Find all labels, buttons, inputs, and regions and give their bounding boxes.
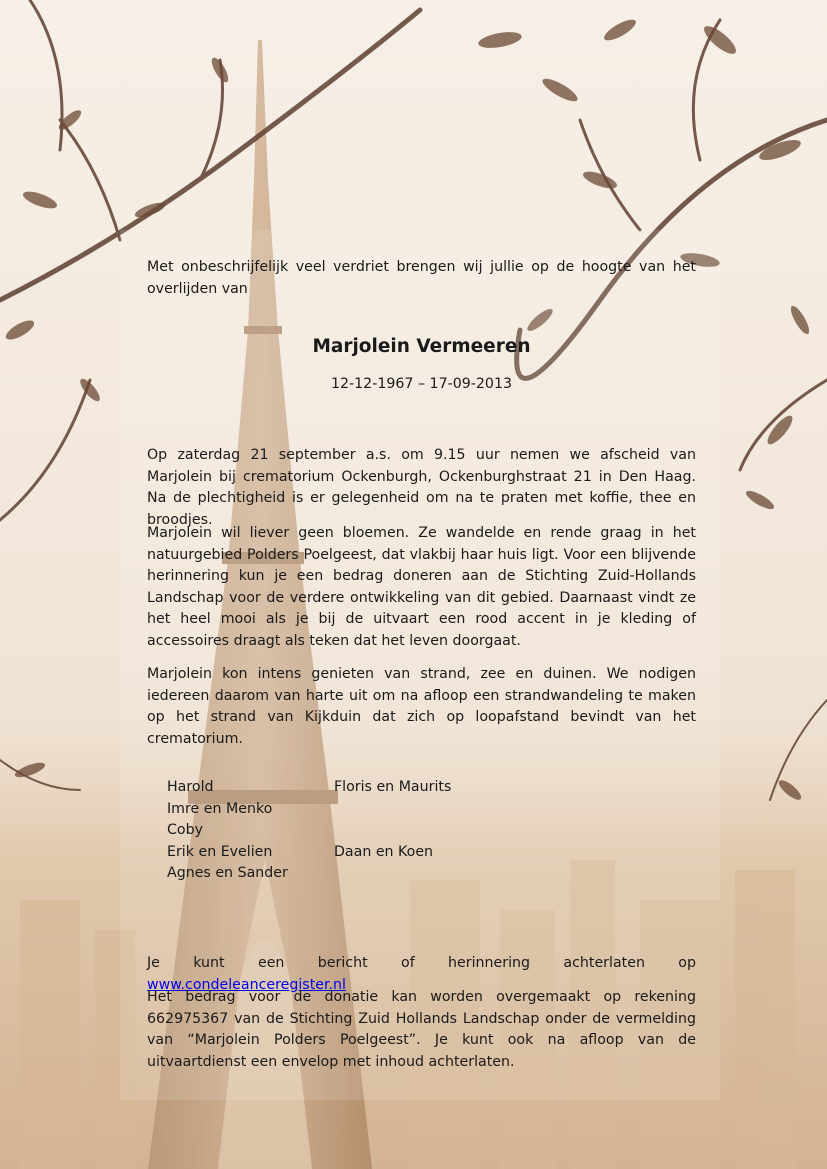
family-name: Erik en Evelien xyxy=(167,843,273,860)
family-row xyxy=(167,777,687,799)
family-names xyxy=(167,777,687,885)
family-name: Daan en Koen xyxy=(334,843,434,860)
condolence-text: Je kunt een bericht of herinnering achterlaten op xyxy=(147,955,696,971)
deceased-name: Marjolein Vermeeren xyxy=(312,336,531,357)
family-name: Agnes en Sander xyxy=(167,865,288,881)
family-name: Harold xyxy=(167,779,214,795)
donation-paragraph: Het bedrag voor de donatie kan worden overgemaakt op rekening 662975367 van de Stichting Zuid Hollands Landschap onder de vermelding van “Marjolein Polders Poelgeest”. Je kunt ook na afloop van de uitvaartdienst een envelop met inhoud achterlaten. xyxy=(147,989,696,1070)
condolence-register-link[interactable]: www.condeleanceregister.nl xyxy=(147,976,346,993)
family-row xyxy=(167,863,687,885)
family-name: Floris en Maurits xyxy=(334,779,452,795)
family-row xyxy=(167,842,687,864)
family-name: Coby xyxy=(167,822,203,838)
life-dates: 12-12-1967 – 17-09-2013 xyxy=(330,376,512,392)
flowers-donation-paragraph: Marjolein wil liever geen bloemen. Ze wandelde en rende graag in het natuurgebied Polders Poelgeest, dat vlakbij haar huis ligt. Voor een blijvende herinnering kun je een bedrag doneren aan de Stichting Zuid-Hollands Landschap voor de verdere ontwikkeling van dit gebied. Daarnaast vindt ze het heel mooi als je bij de uitvaart een rood accent in je kleding of accessoires draagt als teken dat het leven doorgaat. xyxy=(147,525,696,649)
family-name: Imre en Menko xyxy=(167,800,273,817)
family-row xyxy=(167,820,687,842)
ceremony-paragraph: Op zaterdag 21 september a.s. om 9.15 uur nemen we afscheid van Marjolein bij crematorium Ockenburgh, Ockenburghstraat 21 in Den Haag. Na de plechtigheid is er gelegenheid om na te praten met koffie, thee en broodjes. xyxy=(147,447,696,528)
intro-text: Met onbeschrijfelijk veel verdriet brengen wij jullie op de hoogte van het overlijden van xyxy=(147,259,696,297)
family-row xyxy=(167,799,687,821)
beach-walk-paragraph: Marjolein kon intens genieten van strand, zee en duinen. We nodigen iedereen daarom van harte uit om na afloop een strandwandeling te maken op het strand van Kijkduin dat zich op loopafstand bevindt van het crematorium. xyxy=(147,666,696,747)
